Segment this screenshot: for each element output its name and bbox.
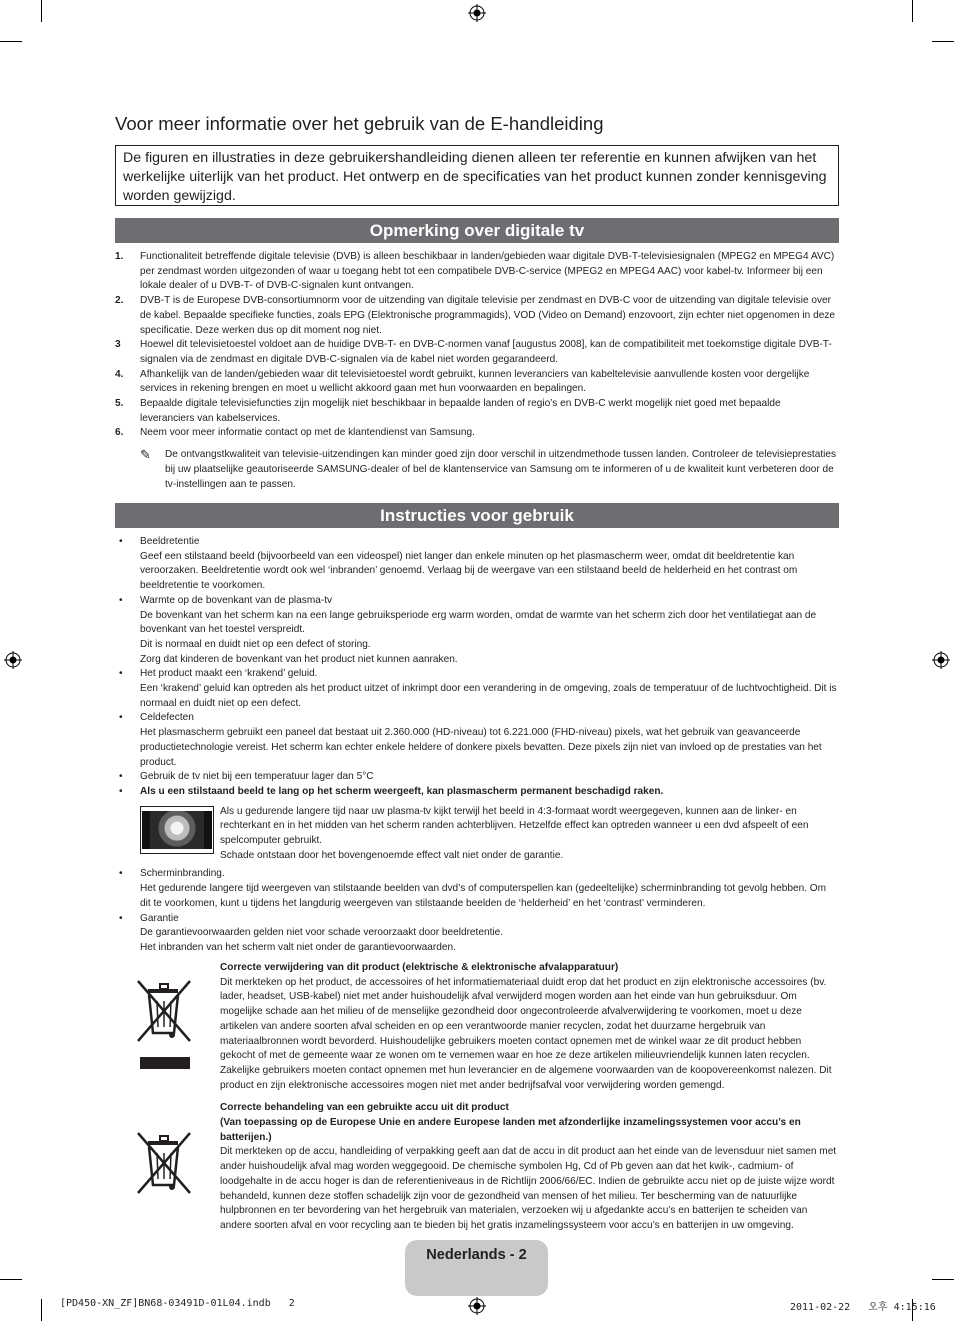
crop-mark [932, 1279, 954, 1280]
weee-section [115, 961, 837, 1234]
list-text: Hoewel dit televisietoestel voldoet aan de huidige DVB-T- en DVB-C-normen vanaf [augustus 2008], kan de compatibiliteit met toekomstige digitale DVB-T-signalen via de zendmast en digitale DVB-C-signalen via de kabel niet worden gegarandeerd. [140, 339, 832, 365]
weee-block [115, 961, 837, 1093]
bullet-title: Garantie [140, 912, 179, 924]
print-slug-file: [PD450-XN_ZF]BN68-03491D-01L04.indb 2 [60, 1298, 295, 1309]
list-item [115, 426, 837, 441]
crossed-battery-bin-icon [134, 1127, 196, 1199]
bullet-text: Het gedurende langere tijd weergeven van stilstaande beelden van dvd’s of computerspellen kan (gedeeltelijke) scherminbranding tot gevolg hebben. Om dit te voorkomen, kunt u tijdens het langdurig weergeven van stilstaande beelden de ‘helderheid’ en het ‘contrast’ verminderen. [140, 883, 827, 909]
list-text: DVB-T is de Europese DVB-consortiumnorm voor de uitzending van digitale televisie per zendmast en DVB-C voor de uitzending van digitale televisie over de kabel. Bepaalde specifieke functies, zoals EPG (Elektronische programmagids), VOD (Video on Demand) enzovoort, zijn echter niet opgenomen in deze specificatie. Deze werken dus op dit moment nog niet. [140, 295, 835, 336]
list-text: Neem voor meer informatie contact op met de klantendienst van Samsung. [140, 427, 475, 439]
weee-title: Correcte verwijdering van dit product (elektrische & elektronische afvalapparatuur) [220, 962, 619, 973]
burn-text: Als u gedurende langere tijd naar uw plasma-tv kijkt terwijl het beeld in 4:3-formaat wordt weergegeven, kunnen aan de linker- en rechterkant en in het midden van het scherm randen achterblijven. Hetzelfde effect kan optreden wanneer u een dvd afspeelt of een spelcomputer gebruikt. [220, 805, 809, 847]
section-heading-digital-tv: Opmerking over digitale tv [115, 218, 839, 243]
bullet-title: Celdefecten [140, 712, 194, 724]
bullet-title: Beeldretentie [140, 536, 200, 547]
bullet-icon: • [119, 536, 123, 547]
list-number: 6. [115, 427, 124, 439]
bullet-item [115, 770, 837, 785]
page-title: Voor meer informatie over het gebruik van de E-handleiding [115, 113, 604, 134]
bullet-item [115, 535, 837, 594]
list-text: Functionaliteit betreffende digitale televisie (DVB) is alleen beschikbaar in landen/gebieden waar digitale DVB-T-televisiesignalen (MPEG2 en MPEG4 AVC) per zendmast worden uitgezonden of waar u toegang hebt tot een compatibele DVB-C-service (MPEG2 en MPEG4 AAC) voor kabel-tv. Informeer bij een lokale dealer of u DVB-T- of DVB-C-signalen kunt ontvangen. [140, 251, 835, 292]
battery-block [115, 1101, 837, 1233]
registration-mark-icon [932, 651, 950, 669]
bullet-text: Het inbranden van het scherm valt niet onder de garantievoorwaarden. [140, 941, 456, 953]
tv-screen [150, 811, 204, 849]
list-item [115, 397, 837, 426]
bullet-title: Gebruik de tv niet bij een temperatuur lager dan 5°C [140, 771, 374, 783]
tv-flower-image [140, 806, 214, 854]
crop-mark [0, 41, 22, 42]
bullet-text: Het plasmascherm gebruikt een paneel dat bestaat uit 2.360.000 (HD-niveau) tot 6.221.000 (FHD-niveau) pixels, wat het gebruik van geavanceerde productietechnologie vereist. Het scherm kan echter enkele heldere of donkere pixels bevatten. Deze pixels zijn niet van invloed op de prestaties van het product. [140, 727, 822, 768]
crossed-bin-icon [134, 975, 196, 1071]
disclaimer-box: De figuren en illustraties in deze gebruikershandleiding dienen alleen ter referentie en kunnen afwijken van het werkelijke uiterlijk van het product. Het ontwerp en de specificaties van het product kunnen zonder kennisgeving worden gewijzigd. [115, 145, 839, 206]
list-text: Bepaalde digitale televisiefuncties zijn mogelijk niet beschikbaar in bepaalde landen of regio’s en DVB-C werkt mogelijk niet goed met bepaalde leveranciers van kabelservices. [140, 398, 781, 424]
section-heading-usage: Instructies voor gebruik [115, 503, 839, 528]
list-item [115, 338, 837, 367]
crop-mark [41, 0, 42, 22]
bullet-item [115, 867, 837, 911]
bullet-icon: • [119, 771, 123, 783]
bullet-icon: • [119, 785, 123, 797]
note [115, 448, 837, 492]
usage-instructions [115, 535, 837, 956]
print-slug-timestamp: 2011-02-22 오후 4:15:16 [790, 1302, 936, 1313]
digital-tv-notes [115, 250, 837, 492]
bullet-item [115, 594, 837, 668]
bullet-item [115, 912, 837, 956]
list-number: 3 [115, 339, 121, 351]
bullet-text: Zorg dat kinderen de bovenkant van het product niet kunnen aanraken. [140, 653, 458, 665]
screen-burn-illustration-block [115, 805, 837, 864]
bullet-icon: • [119, 912, 123, 924]
bullet-icon: • [119, 712, 123, 724]
pencil-note-icon: ✎ [140, 447, 151, 463]
list-number: 1. [115, 251, 124, 262]
list-number: 2. [115, 295, 124, 307]
list-item [115, 294, 837, 338]
bullet-item [115, 785, 837, 800]
bullet-text: De bovenkant van het scherm kan na een lange gebruiksperiode erg warm worden, omdat de warmte van het scherm zich door het ventilatiegat aan de bovenkant van het toestel verspreidt. [140, 609, 817, 636]
registration-mark-icon [468, 4, 486, 22]
list-number: 5. [115, 398, 124, 410]
crop-mark [0, 1279, 22, 1280]
bullet-text: Geef een stilstaand beeld (bijvoorbeeld van een videospel) niet langer dan enkele minuten op het plasmascherm weer, omdat dit beeldretentie kan veroorzaken. Beeldretentie wordt ook wel ‘inbranden’ genoemd. Verlaag bij de weergave van een stilstaand beeld de helderheid en het contrast om beeldretentie te voorkomen. [140, 550, 798, 592]
list-item [115, 368, 837, 397]
bullet-text: Een ‘krakend’ geluid kan optreden als het product uitzet of inkrimpt door een verandering in de omgeving, zoals de temperatuur of de luchtvochtigheid. Dit is normaal en duidt niet op een defect. [140, 683, 837, 709]
bullet-item [115, 711, 837, 770]
bullet-title: Scherminbranding. [140, 868, 225, 880]
tv-left-bar [142, 811, 150, 849]
registration-mark-icon [468, 1297, 486, 1315]
tv-right-bar [204, 811, 212, 849]
bullet-text: De garantievoorwaarden gelden niet voor schade veroorzaakt door beeldretentie. [140, 927, 504, 939]
battery-text: Dit merkteken op de accu, handleiding of verpakking geeft aan dat de accu in dit product aan het einde van de levensduur niet samen met ander huishoudelijk afval mag worden weggegooid. De chemische symbolen Hg, Cd of Pb geven aan dat het kwik-, cadmium- of loodgehalte in de accu hoger is dan de referentieniveaus in de Richtlijn 2006/66/EC. Indien de gebruikte accu niet op de juiste wijze wordt behandeld, kunnen deze stoffen schadelijk zijn voor de gezondheid van mensen of het milieu. Ter bescherming van de natuurlijke hulpbronnen en ter bevordering van het hergebruik van materialen, verzoeken wij u afgedankte accu’s en batterijen te scheiden van andere soorten afval en voor recycling aan te bieden bij het gratis inzamelingssysteem voor accu’s en batterijen in uw omgeving. [220, 1146, 837, 1231]
crop-mark [41, 1299, 42, 1321]
bullet-icon: • [119, 668, 123, 680]
bullet-icon: • [119, 868, 123, 880]
list-number: 4. [115, 368, 124, 380]
bullet-icon: • [119, 594, 123, 606]
bullet-title: Het product maakt een ‘krakend’ geluid. [140, 668, 318, 680]
list-text: Afhankelijk van de landen/gebieden waar dit televisietoestel wordt gebruikt, kunnen leveranciers van kabeltelevisie aanvullende kosten voor dergelijke services in rekening brengen en moet u wellicht akkoord gaan met hun voorwaarden en bepalingen. [140, 368, 810, 395]
bullet-title: Als u een stilstaand beeld te lang op het scherm weergeeft, kan plasmascherm permanent beschadigd raken. [140, 785, 664, 797]
weee-text: Dit merkteken op het product, de accessoires of het informatiemateriaal duidt erop dat het product en zijn elektronische accessoires (bv. lader, headset, USB-kabel) niet met ander huishoudelijk afval verwijderd mogen worden aan het einde van hun gebruiksduur. Om mogelijke schade aan het milieu of de menselijke gezondheid door ongecontroleerde afvalverwijdering te voorkomen, moet u deze artikelen van andere soorten afval scheiden en op een verantwoorde manier recyclen, zodat het duurzame hergebruik van materiaalbronnen wordt bevorderd. Huishoudelijke gebruikers moeten contact opnemen met de winkel waar ze dit product hebben gekocht of met de gemeente waar ze wonen om te vernemen waar en hoe ze deze artikelen milieuvriendelijk kunnen laten recyclen. Zakelijke gebruikers moeten contact opnemen met hun leverancier en de algemene voorwaarden van de koopovereenkomst nalezen. Dit product en zijn elektronische accessoires mogen niet met ander bedrijfsafval voor verwijdering worden gemengd. [220, 976, 832, 1091]
crop-mark [932, 41, 954, 42]
battery-title: Correcte behandeling van een gebruikte accu uit dit product [220, 1102, 509, 1114]
bullet-item [115, 667, 837, 711]
bullet-title: Warmte op de bovenkant van de plasma-tv [140, 594, 333, 606]
battery-subtitle: (Van toepassing op de Europese Unie en andere Europese landen met afzonderlijke inzamelingssystemen voor accu’s en batterijen.) [220, 1117, 801, 1143]
registration-mark-icon [4, 651, 22, 669]
list-item [115, 250, 837, 294]
page-number-tab: Nederlands - 2 [405, 1240, 548, 1296]
note-text: De ontvangstkwaliteit van televisie-uitzendingen kan minder goed zijn door verschil in uitzendmethode tussen landen. Controleer de televisieprestaties bij uw plaatselijke geautoriseerde SAMSUNG-dealer of bel de klantenservice van Samsung om te informeren of u de kwaliteit kunt verbeteren door de tv-instellingen aan te passen. [165, 449, 837, 490]
burn-text: Schade ontstaan door het bovengenoemde effect valt niet onder de garantie. [220, 849, 564, 861]
crop-mark [912, 0, 913, 22]
bullet-text: Dit is normaal en duidt niet op een defect of storing. [140, 638, 371, 650]
